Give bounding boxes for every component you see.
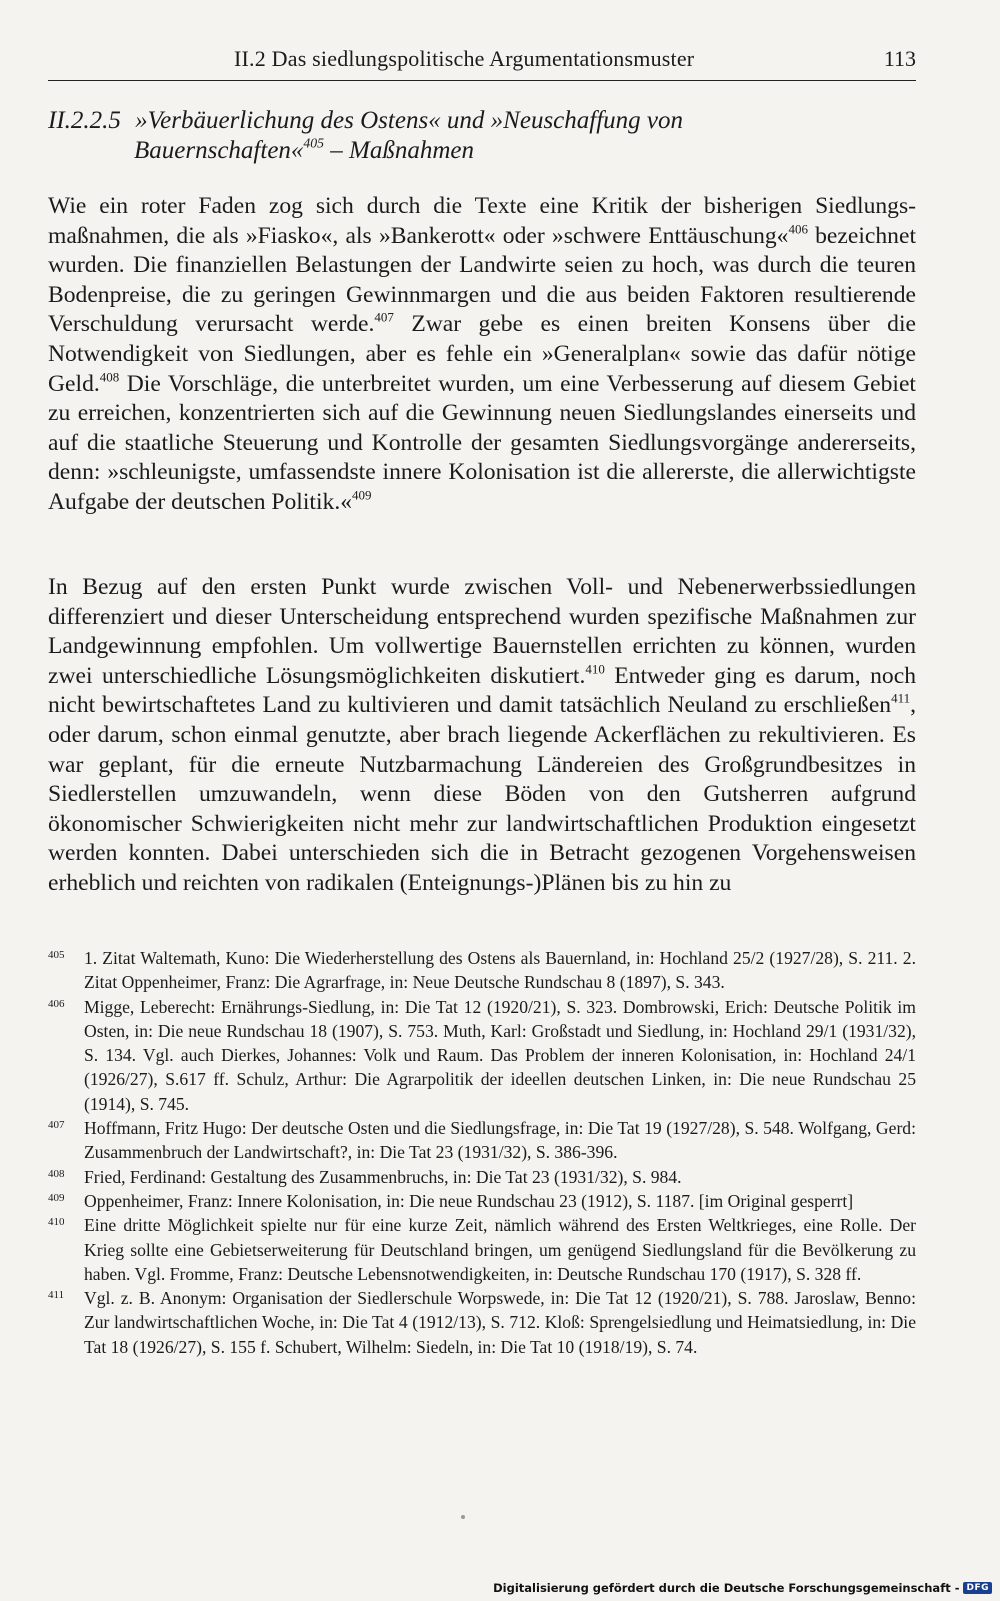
body-paragraph-1 — [48, 192, 916, 518]
footnote-number: 411 — [48, 1289, 65, 1302]
footnote-410 — [48, 1213, 916, 1286]
footnote-411 — [48, 1286, 916, 1359]
digitization-note — [493, 1581, 992, 1595]
paragraph-text: In Bezug auf den ersten Punkt wurde zwischen Voll- und Nebenerwerbssiedlungen differenziert und dieser Unterscheidung entsprechend wurden spezifische Maßnahmen zur Landgewinnung empfohlen. Um vollwertige Bauernstellen errichten zu können, wurden zwei unterschiedliche Lösungsmöglichkeiten diskutiert. — [48, 574, 916, 689]
footnote-number: 407 — [48, 1119, 65, 1132]
section-title-line2-tail: – Maßnahmen — [324, 137, 475, 164]
footnote-ref[interactable]: 405 — [303, 135, 325, 151]
body-paragraph-2 — [48, 573, 916, 899]
footnote-ref[interactable]: 408 — [99, 368, 120, 384]
footnote-ref[interactable]: 410 — [585, 661, 605, 677]
footnote-number: 405 — [48, 949, 65, 961]
footnote-408 — [48, 1165, 916, 1189]
running-header — [48, 46, 916, 81]
footnote-number: 409 — [48, 1191, 65, 1204]
footnote-ref[interactable]: 409 — [352, 487, 372, 503]
paragraph-text: Wie ein roter Faden zog sich durch die Texte eine Kritik der bisherigen Siedlungsmaßnahmen, die als »Fiasko«, als »Bankerott« oder »schwere Enttäuschung« — [48, 193, 916, 249]
paragraph-text: , oder darum, schon einmal genutzte, aber brach liegende Ackerflächen zu rekultivieren. Es war geplant, für die erneute Nutzbarmachung Ländereien des Großgrundbesitzes in Siedlerstellen umzuwandeln, wenn diese Böden von den Gutsherren aufgrund ökonomischer Schwierigkeiten nicht mehr zur landwirtschaftlichen Produktion eingesetzt werden konnten. Dabei unterschieden sich die in Betracht gezogenen Vorgehensweisen erheblich und reichten von radikalen (Enteignungs-)Plänen bis zu hin zu — [48, 692, 916, 896]
footnotes — [48, 946, 916, 1359]
footnote-text: 1. Zitat Waltemath, Kuno: Die Wiederherstellung des Ostens als Bauernland, in: Hochland 25/2 (1927/28), S. 211. 2. Zitat Oppenheimer, Franz: Die Agrarfrage, in: Neue Deutsche Rundschau 8 (1897), S. 343. — [84, 948, 916, 993]
footnote-number: 408 — [48, 1167, 65, 1180]
footnote-406 — [48, 995, 916, 1116]
footnote-ref[interactable]: 407 — [374, 309, 394, 325]
section-number: II.2.2.5 — [48, 107, 121, 134]
paragraph-text: Die Vorschläge, die unterbreitet wurden, um eine Verbesserung auf diesem Gebiet zu erreichen, konzentrierten sich auf die Gewinnung neuen Siedlungslandes einerseits und auf die staatliche Steuerung und Kontrolle der gesamten Siedlungsvorgänge andererseits, denn: »schleunigste, umfassendste innere Kolonisation ist die allererste, die allerwichtigste Aufgabe der deutschen Politik.« — [48, 370, 916, 515]
section-heading — [48, 106, 916, 166]
footnote-text: Hoffmann, Fritz Hugo: Der deutsche Osten und die Siedlungsfrage, in: Die Tat 19 (1927/28), S. 548. Wolfgang, Gerd: Zusammenbruch der Landwirtschaft?, in: Die Tat 23 (1931/32), S. 386-396. — [84, 1118, 916, 1163]
section-title-line1: »Verbäuerlichung des Ostens« und »Neuschaffung von — [135, 107, 684, 134]
footnote-409 — [48, 1189, 916, 1213]
paragraph-text: Entweder ging es darum, noch nicht bewirtschaftetes Land zu kultivieren und damit tatsächlich Neuland zu erschließen — [48, 662, 916, 719]
page-number: 113 — [883, 46, 916, 71]
footnote-text: Oppenheimer, Franz: Innere Kolonisation, in: Die neue Rundschau 23 (1912), S. 1187. [im Original gesperrt] — [84, 1190, 854, 1211]
footnote-407 — [48, 1116, 916, 1165]
footnote-ref[interactable]: 406 — [788, 220, 808, 236]
dfg-logo: DFG — [963, 1582, 992, 1594]
footnote-ref[interactable]: 411 — [891, 690, 911, 706]
footnote-text: Vgl. z. B. Anonym: Organisation der Siedlerschule Worpswede, in: Die Tat 12 (1920/21), S. 788. Jaroslaw, Benno: Zur landwirtschaftlichen Woche, in: Die Tat 4 (1912/13), S. 712. Kloß: Sprengelsiedlung und Heimatsiedlung, in: Die Tat 18 (1926/27), S. 155 f. Schubert, Wilhelm: Siedeln, in: Die Tat 10 (1918/19), S. 74. — [84, 1288, 916, 1357]
section-title-line2: Bauernschaften« — [134, 137, 304, 164]
running-title: II.2 Das siedlungspolitische Argumentationsmuster — [234, 46, 695, 71]
paragraph-text: Zwar gebe es einen breiten Konsens über die Notwendigkeit von Siedlungen, aber es fehle ein »Generalplan« sowie das dafür nötige Geld. — [48, 311, 916, 397]
footnote-text: Fried, Ferdinand: Gestaltung des Zusammenbruchs, in: Die Tat 23 (1931/32), S. 984. — [84, 1166, 682, 1187]
section-title-line2-wrap — [48, 136, 916, 166]
digitization-text: Digitalisierung gefördert durch die Deutsche Forschungsgemeinschaft - — [493, 1581, 960, 1595]
paragraph-text: bezeichnet wurden. Die finanziellen Belastungen der Landwirte seien zu hoch, was durch die teuren Bodenpreise, die zu geringen Gewinnmargen und die aus beiden Faktoren resultierende Verschuldung verursacht werde. — [48, 222, 916, 338]
footnote-405 — [48, 946, 916, 995]
footnote-number: 406 — [48, 997, 65, 1010]
footnote-text: Eine dritte Möglichkeit spielte nur für eine kurze Zeit, nämlich während des Ersten Weltkrieges, eine Rolle. Der Krieg sollte eine Gebietserweiterung für Deutschland bringen, um genügend Siedlungsland für die Bevölkerung zu haben. Vgl. Fromme, Franz: Deutsche Lebensnotwendigkeiten, in: Deutsche Rundschau 170 (1917), S. 328 ff. — [84, 1215, 916, 1284]
page-mark-dot — [461, 1515, 465, 1519]
footnote-number: 410 — [48, 1216, 65, 1229]
footnote-text: Migge, Leberecht: Ernährungs-Siedlung, in: Die Tat 12 (1920/21), S. 323. Dombrowski, Erich: Deutsche Politik im Osten, in: Die neue Rundschau 18 (1907), S. 753. Muth, Karl: Großstadt und Siedlung, in: Hochland 29/1 (1931/32), S. 134. Vgl. auch Dierkes, Johannes: Volk und Raum. Das Problem der inneren Kolonisation, in: Hochland 24/1 (1926/27), S.617 ff. Schulz, Arthur: Die Agrarpolitik der ideellen deutschen Linken, in: Die neue Rundschau 25 (1914), S. 745. — [84, 996, 916, 1114]
